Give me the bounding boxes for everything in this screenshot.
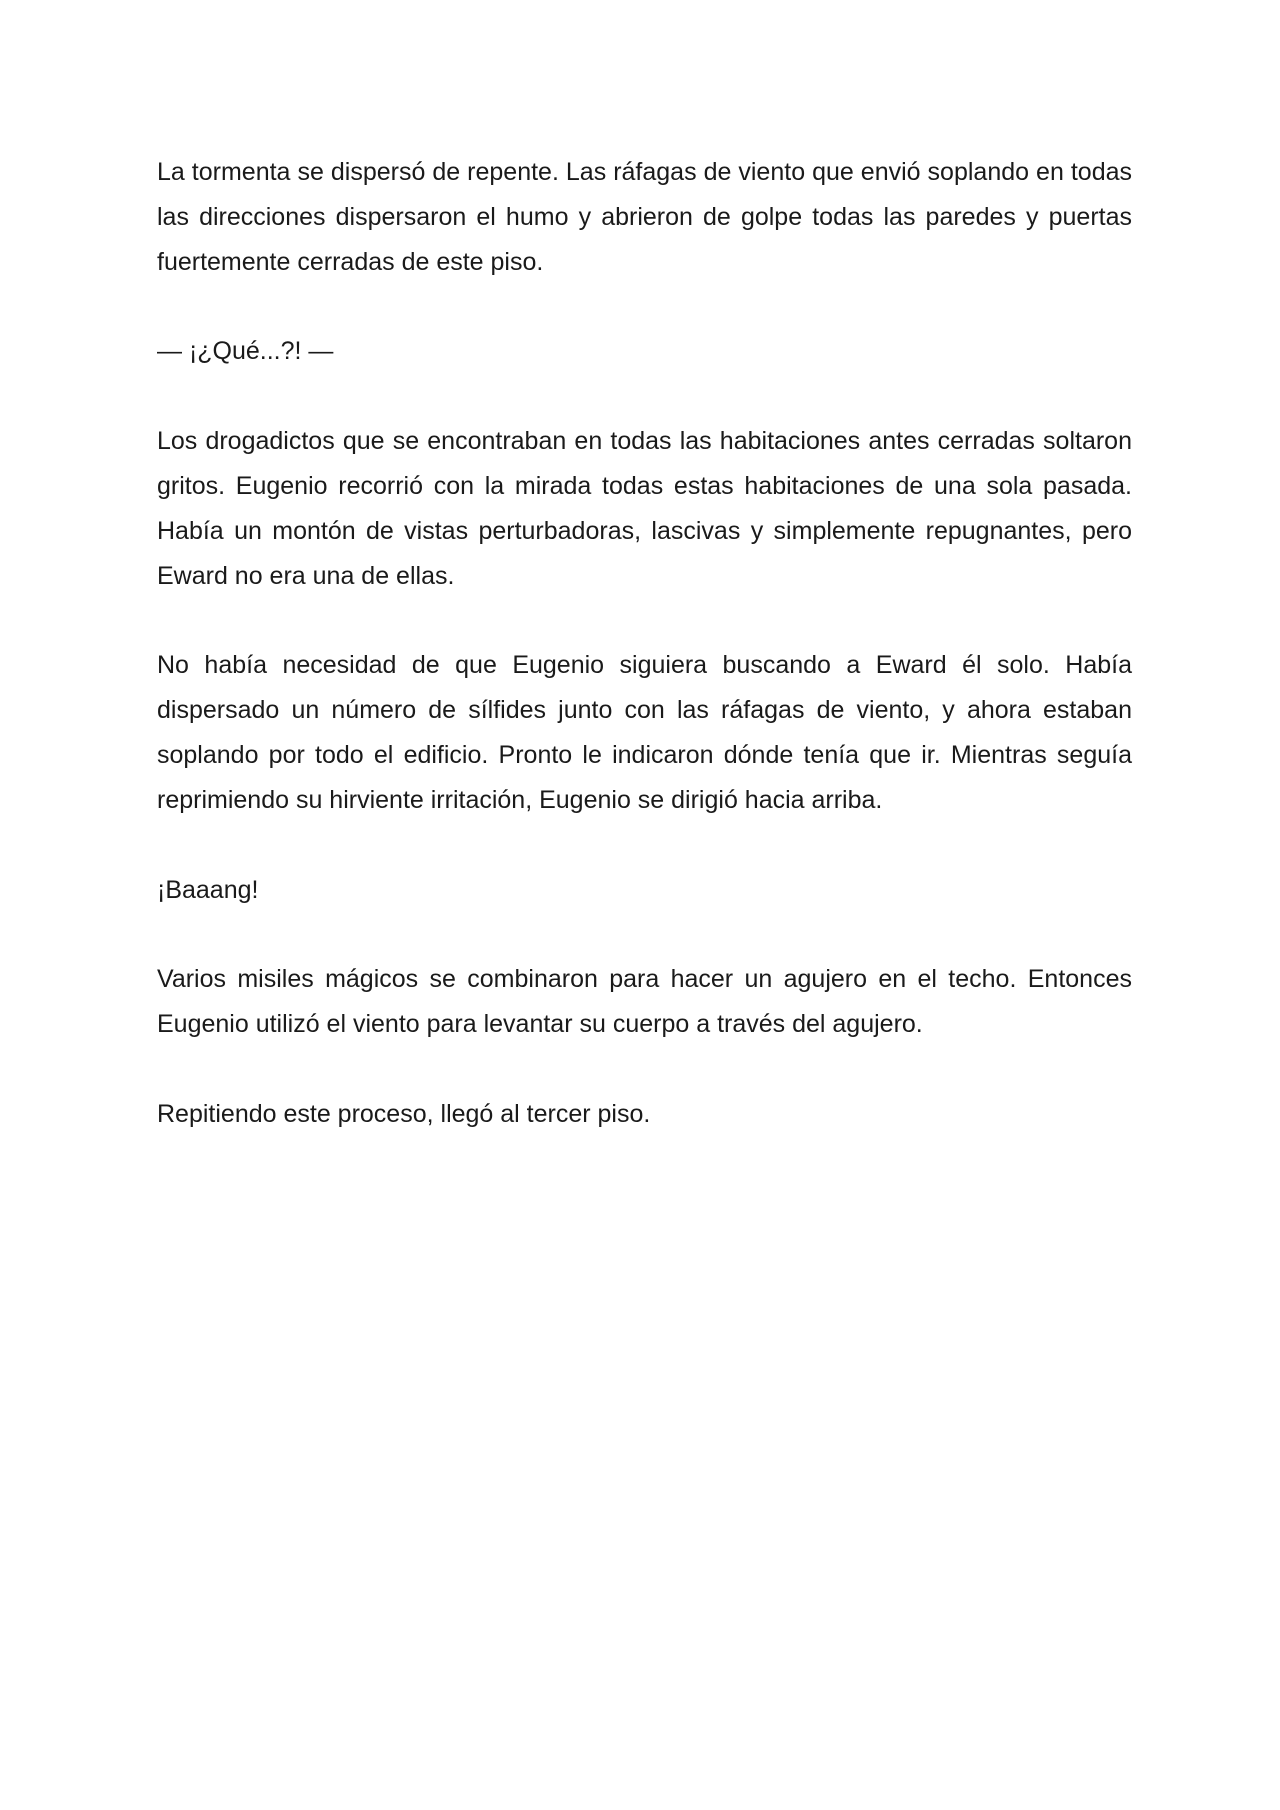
paragraph-addicts: Los drogadictos que se encontraban en todas las habitaciones antes cerradas soltaron gritos. Eugenio recorrió con la mirada todas estas habitaciones de una sola pasada. Había un montón de vistas perturbadoras, lascivas y simplemente repugnantes, pero Eward no era una de ellas. xyxy=(157,427,1132,590)
paragraph-third-floor: Repitiendo este proceso, llegó al tercer piso. xyxy=(157,1099,651,1128)
document-page xyxy=(157,150,1132,1182)
paragraph-storm: La tormenta se dispersó de repente. Las ráfagas de viento que envió soplando en todas las direcciones dispersaron el humo y abrieron de golpe todas las paredes y puertas fuertemente cerradas de este piso. xyxy=(157,158,1132,276)
paragraph-sylphs: No había necesidad de que Eugenio siguiera buscando a Eward él solo. Había dispersado un número de sílfides junto con las ráfagas de viento, y ahora estaban soplando por todo el edificio. Pronto le indicaron dónde tenía que ir. Mientras seguía reprimiendo su hirviente irritación, Eugenio se dirigió hacia arriba. xyxy=(157,651,1132,814)
paragraph-baaang: ¡Baaang! xyxy=(157,875,259,904)
paragraph-missiles: Varios misiles mágicos se combinaron para hacer un agujero en el techo. Entonces Eugenio utilizó el viento para levantar su cuerpo a través del agujero. xyxy=(157,965,1132,1039)
paragraph-dialogue-que: — ¡¿Qué...?! — xyxy=(157,337,334,366)
